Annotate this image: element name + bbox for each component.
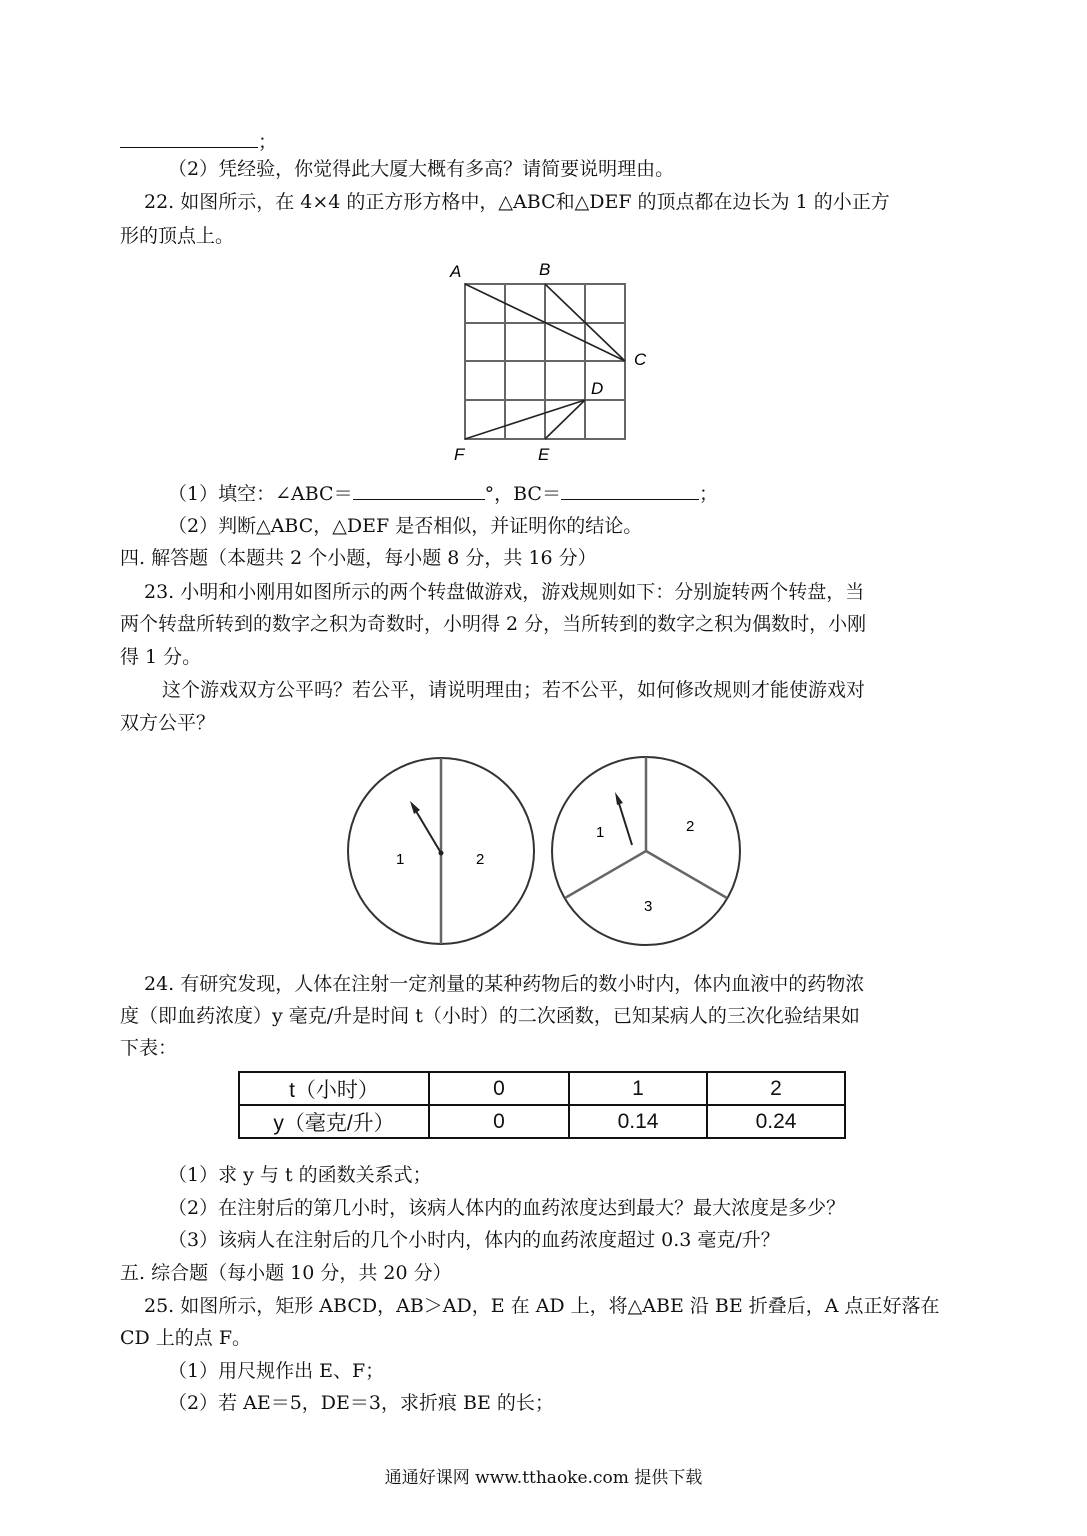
- q24-line2: 度（即血药浓度）y 毫克/升是时间 t（小时）的二次函数，已知某病人的三次化验结果如: [120, 1005, 860, 1027]
- bc-blank: [561, 481, 699, 500]
- q23-line5: 双方公平？: [120, 712, 216, 734]
- spinner2-sector-3: 3: [644, 898, 653, 915]
- q22-part2: （2）判断△ABC，△DEF 是否相似，并证明你的结论。: [168, 515, 643, 537]
- q25-line2: CD 上的点 F。: [120, 1327, 252, 1349]
- spinners-figure: [340, 750, 750, 950]
- grid-lines: [465, 284, 625, 439]
- label-f: F: [454, 445, 465, 464]
- part1-prefix: （1）填空：∠ABC＝: [168, 483, 353, 505]
- page-footer: 通通好课网 www.tthaoke.com 提供下载: [384, 1468, 703, 1488]
- q22-stem-line1: 22. 如图所示，在 4×4 的正方形方格中，△ABC和△DEF 的顶点都在边长为 1 的小正方: [144, 191, 890, 213]
- q23-line2: 两个转盘所转到的数字之积为奇数时，小明得 2 分，当所转到的数字之积为偶数时，小刚: [120, 613, 867, 635]
- part1-mid: °，BC＝: [484, 483, 561, 505]
- q23-line1: 23. 小明和小刚用如图所示的两个转盘做游戏，游戏规则如下：分别旋转两个转盘，当: [144, 581, 865, 603]
- spinner-1: [348, 758, 534, 944]
- q22-part1: [168, 481, 718, 506]
- q23-line3: 得 1 分。: [120, 646, 202, 668]
- label-a: A: [450, 262, 462, 281]
- spinner1-sector-1: 1: [396, 851, 405, 868]
- q25-line1: 25. 如图所示，矩形 ABCD，AB＞AD，E 在 AD 上，将△ABE 沿 BE 折叠后，A 点正好落在: [144, 1295, 940, 1317]
- q22-grid-figure: [440, 255, 660, 470]
- label-b: B: [539, 260, 551, 279]
- q23-line4: 这个游戏双方公平吗？若公平，请说明理由；若不公平，如何修改规则才能使游戏对: [162, 679, 866, 701]
- triangle-def: [465, 400, 585, 439]
- spinner1-sector-2: 2: [476, 851, 485, 868]
- table-cell: 0: [429, 1072, 569, 1105]
- label-c: C: [634, 350, 647, 369]
- label-d: D: [591, 379, 604, 398]
- angle-blank: [353, 481, 485, 500]
- q21-part2: （2）凭经验，你觉得此大厦大概有多高？请简要说明理由。: [168, 158, 675, 180]
- spinner-2: [552, 757, 740, 945]
- part1-end: ；: [698, 483, 718, 505]
- q21-answer-line: [120, 129, 277, 154]
- table-row: [239, 1105, 845, 1138]
- data-table-wrapper: [238, 1071, 846, 1139]
- label-e: E: [538, 445, 550, 464]
- q22-stem-line2: 形的顶点上。: [120, 225, 235, 247]
- q24-part2: （2）在注射后的第几小时，该病人体内的血药浓度达到最大？最大浓度是多少？: [168, 1197, 846, 1219]
- section-5-heading: 五. 综合题（每小题 10 分，共 20 分）: [120, 1262, 452, 1284]
- q24-line1: 24. 有研究发现，人体在注射一定剂量的某种药物后的数小时内，体内血液中的药物浓: [144, 973, 865, 995]
- table-cell: 1: [569, 1072, 707, 1105]
- table-row: [239, 1072, 845, 1105]
- table-cell: 0: [429, 1105, 569, 1138]
- pointer-1: [413, 806, 441, 853]
- section-4-heading: 四. 解答题（本题共 2 个小题，每小题 8 分，共 16 分）: [120, 547, 597, 569]
- concentration-table: [238, 1071, 846, 1139]
- q24-part3: （3）该病人在注射后的几个小时内，体内的血药浓度超过 0.3 毫克/升？: [168, 1229, 780, 1251]
- q25-part2: （2）若 AE＝5，DE＝3，求折痕 BE 的长；: [168, 1392, 554, 1414]
- answer-blank: [120, 129, 258, 148]
- q24-line3: 下表：: [120, 1037, 178, 1059]
- table-header-cell: t（小时）: [239, 1072, 429, 1105]
- table-cell: 0.24: [707, 1105, 845, 1138]
- table-header-cell: y（毫克/升）: [239, 1105, 429, 1138]
- spinner2-sector-2: 2: [686, 818, 695, 835]
- punctuation: ；: [258, 131, 278, 153]
- table-cell: 2: [707, 1072, 845, 1105]
- q24-part1: （1）求 y 与 t 的函数关系式；: [168, 1164, 432, 1186]
- spinner2-sector-1: 1: [596, 824, 605, 841]
- q25-part1: （1）用尺规作出 E、F；: [168, 1360, 385, 1382]
- table-cell: 0.14: [569, 1105, 707, 1138]
